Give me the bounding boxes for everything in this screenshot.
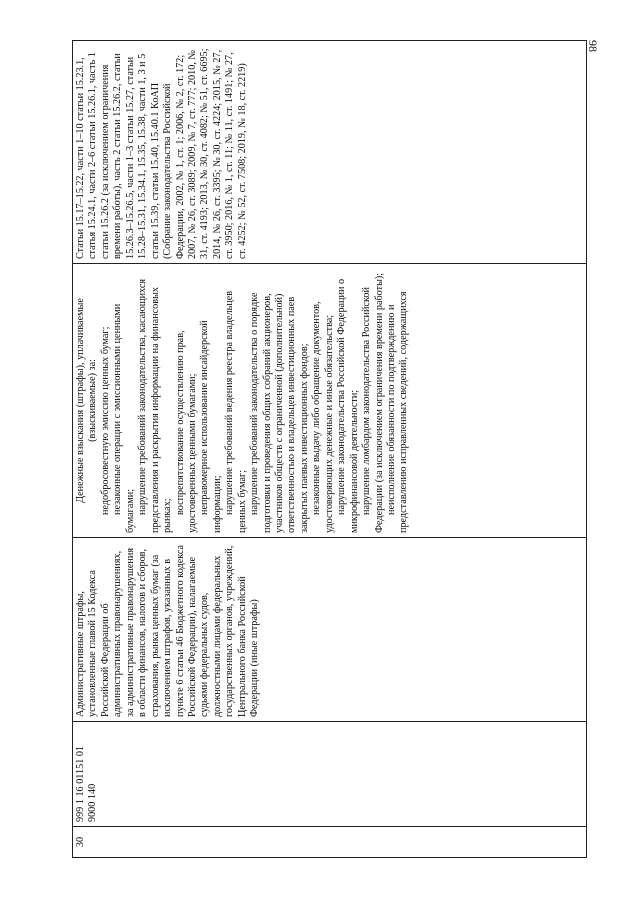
law-reference-cell [73,41,587,264]
description-paragraph: недобросовестную эмиссию ценных бумаг; [99,326,111,515]
classification-code: 999 1 16 01151 01 9000 140 [75,745,99,822]
budget-code-table [72,40,587,858]
description-paragraph: незаконные операции с эмиссионными ценными бумагами; [112,303,136,533]
description-paragraph: нарушение требований законодательства о порядке подготовки и проведения общих собраний акционеров, участников обществ с ограниченной (дополнительной) ответственностью и владельцев инвестиционных паев закрытых паевых инвестиционных фондов; [249,292,310,533]
description-paragraph: нарушение требований ведения реестра владельцев ценных бумаг; [224,290,248,533]
description-paragraph: Денежные взыскания (штрафы), уплачиваемые (взыскиваемые) за: [75,298,99,503]
row-number: 30 [75,836,86,848]
revenue-name-cell [73,538,587,722]
description-cell [73,264,587,538]
classification-code-cell [73,722,587,827]
law-reference: Статьи 15.17–15.22, части 1–10 статьи 15.23.1, статья 15.24.1, части 2–6 статьи 15.26.1, часть 1 статьи 15.26.2 (за исключением ограничения времени работы), часть 2 статьи 15.26.2, статьи 15.26.3–15.26.5, части 1–3 статьи 15.27, статьи 15.28–15.31, 15.34.1, 15.35, 15.38, части 1, 3 и 5 статьи 15.39, статьи 15.40, 15.40.1 КоАП (Собрание законодательства Российской Федерации, 2002, № 1, ст. 1; 2006, № 2, ст. 172; 2007, № 26, ст. 3089; 2009, № 7, ст. 777; 2010, № 31, ст. 4193; 2013, № 30, ст. 4082; № 51, ст. 6695; 2014, № 26, ст. 3395; № 30, ст. 4224; 2015, № 27, ст. 3950; 2016, № 1, ст. 11; № 11, ст. 1491; № 27, ст. 4252; № 52, ст. 7508; 2019, № 18, ст. 2219) [75,48,248,259]
description-paragraph: незаконные выдачу либо обращение документов, удостоверяющих денежные и иные обязательства; [311,301,335,533]
description-paragraph: неправомерное использование инсайдерской информации; [199,320,223,533]
page-number: 98 [586,40,600,52]
description-paragraph: воспрепятствование осуществлению прав, удостоверенных ценными бумагами; [174,330,198,533]
row-number-cell [73,827,587,858]
description-paragraph: нарушение ломбардом законодательства Российской Федерации (за исключением ограничения времени работы); [361,272,385,533]
description-list [75,268,411,533]
table-row [73,41,587,858]
revenue-name: Административные штрафы, установленные главой 15 Кодекса Российской Федерации об административных правонарушениях, за административные правонарушения в области финансов, налогов и сборов, страхования, рынка ценных бумаг (за исключением штрафов, указанных в пункте 6 статьи 46 Бюджетного кодекса Российской Федерации), налагаемые судьями федеральных судов, должностными лицами федеральных государственных органов, учреждений, Центрального банка Российской Федерации (иные штрафы) [75,544,261,717]
description-paragraph: нарушение законодательства Российской Федерации о микрофинансовой деятельности; [336,278,360,533]
description-paragraph: неисполнение обязанности по подтверждению и представлению исправленных сведений, содержащихся [385,291,410,533]
description-paragraph: нарушение требований законодательства, касающихся представления и раскрытия информации на финансовых рынках; [137,278,174,533]
